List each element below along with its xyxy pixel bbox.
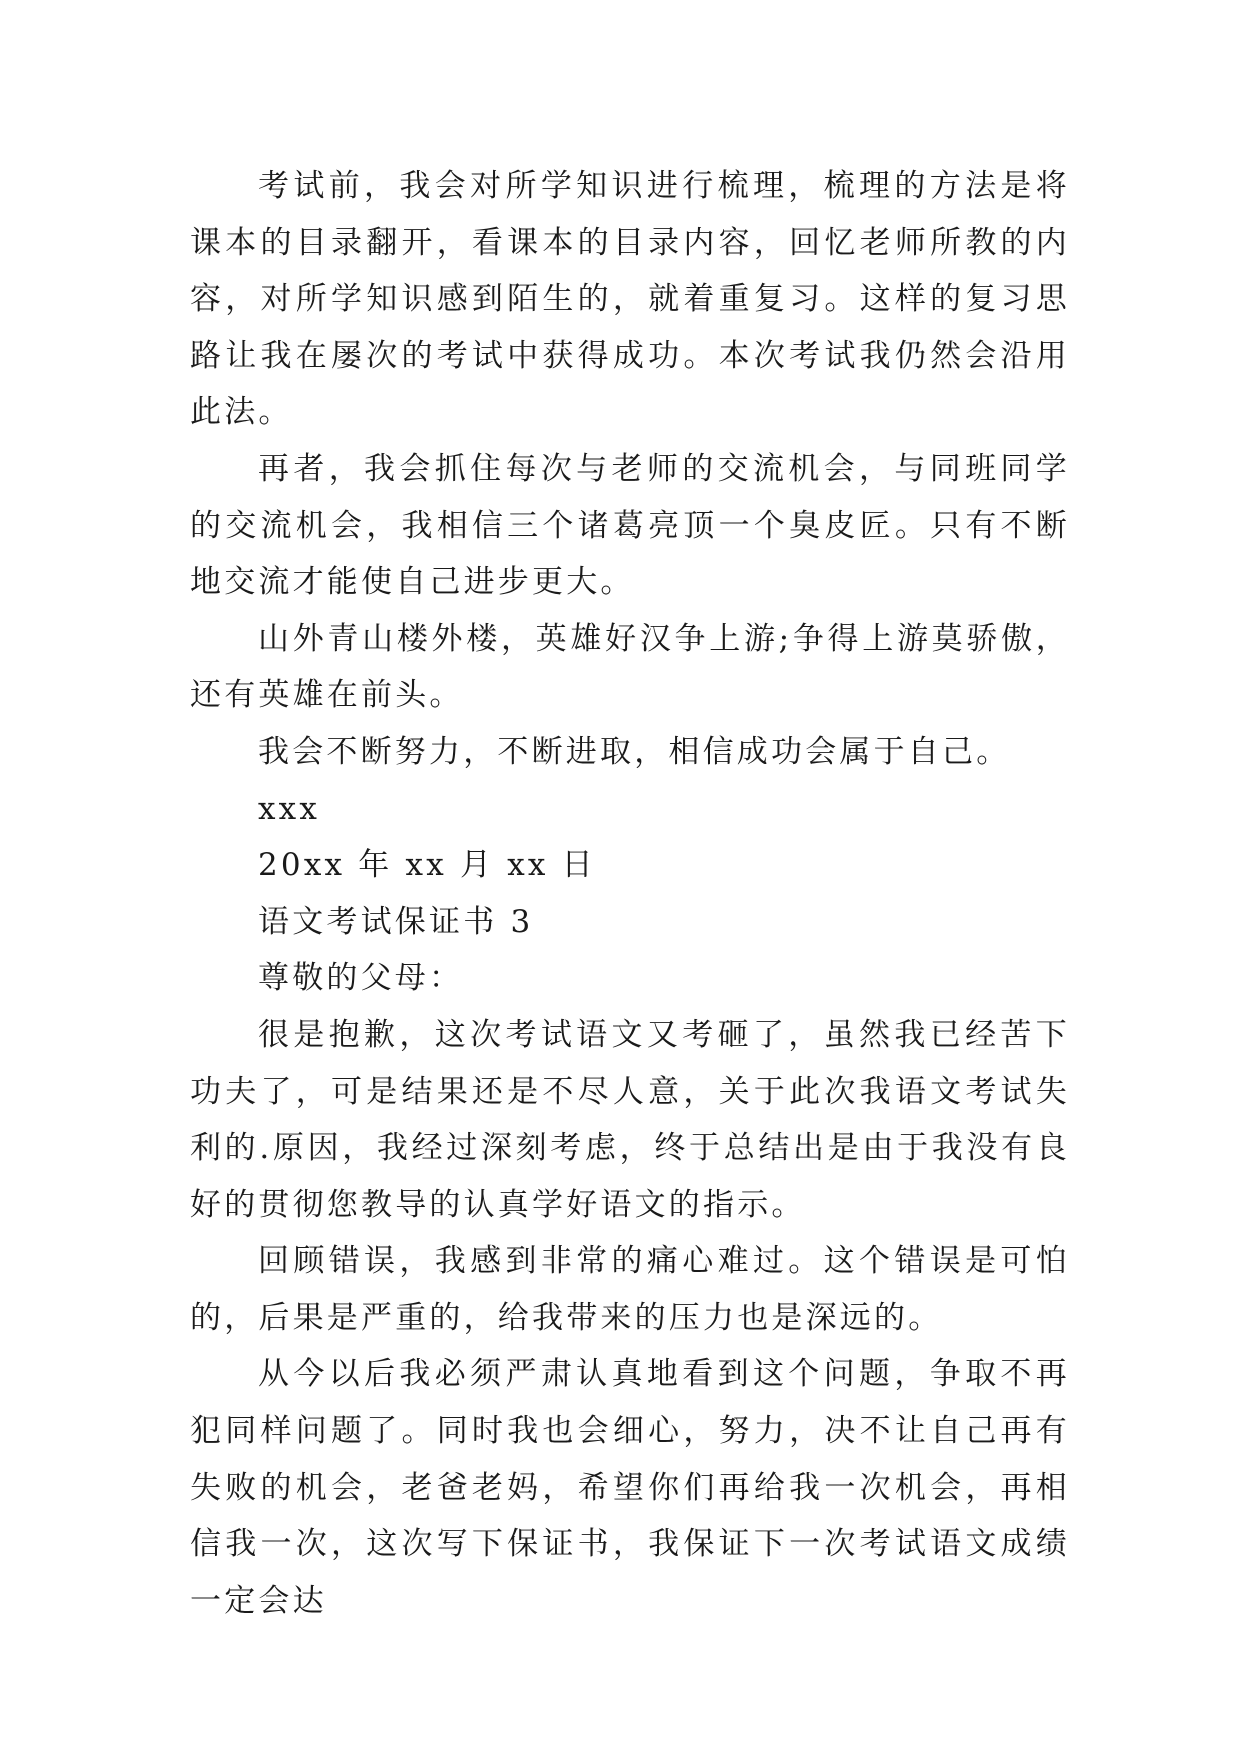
signature: xxx: [258, 790, 321, 827]
section-title: 语文考试保证书 3: [258, 903, 534, 940]
paragraph-communication: 再者，我会抓住每次与老师的交流机会，与同班同学的交流机会，我相信三个诸葛亮顶一个臭皮匠。只有不断地交流才能使自己进步更大。: [190, 450, 1070, 601]
paragraph-poem: 山外青山楼外楼，英雄好汉争上游;争得上游莫骄傲，还有英雄在前头。: [190, 620, 1070, 714]
paragraph-review-method: 考试前，我会对所学知识进行梳理，梳理的方法是将课本的目录翻开，看课本的目录内容，回忆老师所教的内容，对所学知识感到陌生的，就着重复习。这样的复习思路让我在屡次的考试中获得成功。本次考试我仍然会沿用此法。: [190, 168, 1070, 431]
paragraph-resolve: 我会不断努力，不断进取，相信成功会属于自己。: [258, 733, 1011, 770]
salutation: 尊敬的父母：: [258, 960, 464, 997]
paragraph-apology: 很是抱歉，这次考试语文又考砸了，虽然我已经苦下功夫了，可是结果还是不尽人意，关于此次我语文考试失利的.原因，我经过深刻考虑，终于总结出是由于我没有良好的贯彻您教导的认真学好语文的指示。: [190, 1016, 1070, 1223]
document-body: [190, 158, 1070, 1629]
paragraph-promise: 从今以后我必须严肃认真地看到这个问题，争取不再犯同样问题了。同时我也会细心，努力，决不让自己再有失败的机会，老爸老妈，希望你们再给我一次机会，再相信我一次，这次写下保证书，我保证下一次考试语文成绩一定会达: [190, 1356, 1070, 1619]
date: 20xx 年 xx 月 xx 日: [258, 847, 596, 884]
paragraph-reflection: 回顾错误，我感到非常的痛心难过。这个错误是可怕的，后果是严重的，给我带来的压力也是深远的。: [190, 1243, 1070, 1336]
